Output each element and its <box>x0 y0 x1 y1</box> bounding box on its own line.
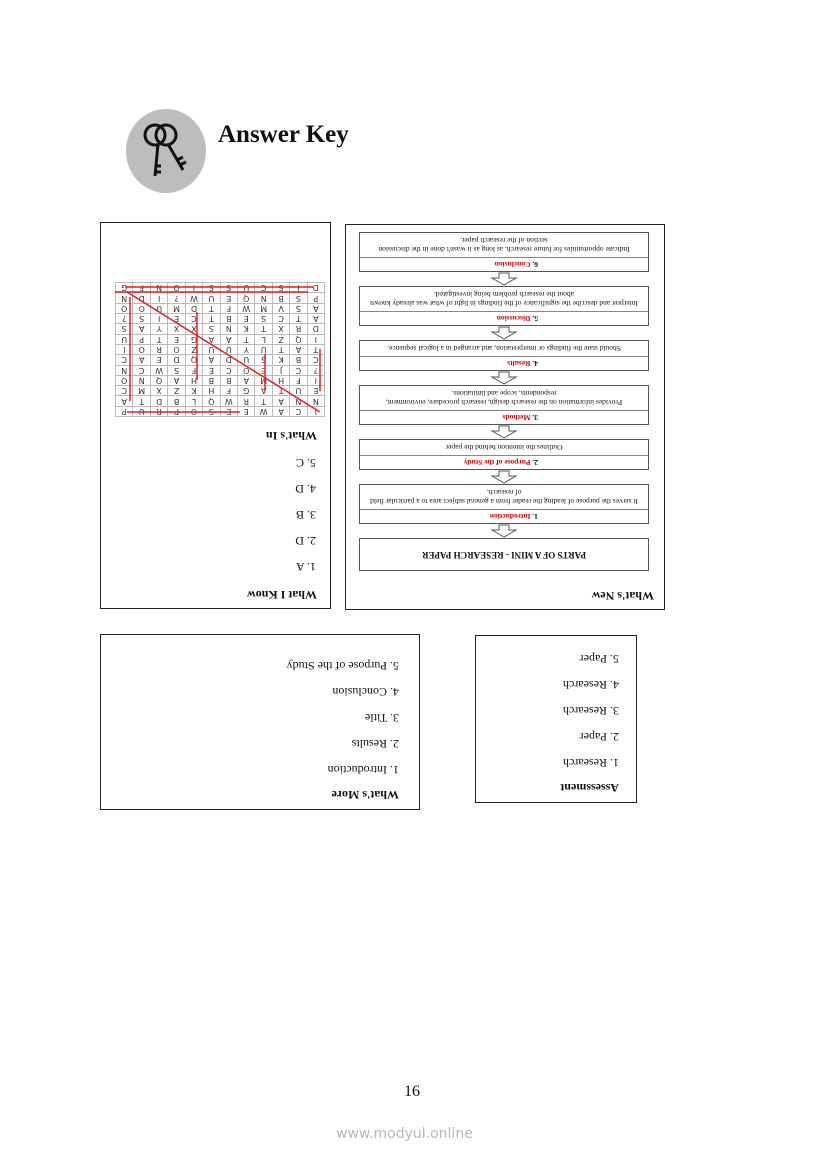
step-number: 4. <box>532 359 538 368</box>
grid-cell: T <box>272 344 289 354</box>
grid-cell: A <box>238 375 255 385</box>
grid-cell: C <box>307 355 324 365</box>
grid-cell: S <box>255 314 272 324</box>
answer-item: 5. Paper <box>579 652 619 666</box>
answer-item: 4. D <box>295 482 316 496</box>
grid-cell: C <box>116 386 134 396</box>
flow-arrow-icon <box>359 524 649 538</box>
grid-cell: I <box>150 314 167 324</box>
grid-cell: E <box>220 293 237 303</box>
flow-step <box>359 439 649 470</box>
grid-cell: T <box>203 303 220 313</box>
grid-cell: Z <box>185 344 202 354</box>
grid-cell: T <box>238 334 255 344</box>
step-number: 2. <box>532 458 538 467</box>
grid-cell: T <box>255 324 272 334</box>
word-search-highlights <box>115 282 325 417</box>
research-paper-flowchart <box>359 232 649 571</box>
grid-cell: O <box>238 365 255 375</box>
grid-cell: U <box>150 303 167 313</box>
grid-cell: U <box>203 344 220 354</box>
grid-cell: F <box>290 375 307 385</box>
grid-cell: T <box>255 396 272 406</box>
answer-item: 3. Title <box>364 711 399 725</box>
grid-cell: E <box>238 314 255 324</box>
grid-cell: H <box>185 375 202 385</box>
answer-item: 3. Research <box>563 704 619 718</box>
grid-cell: Q <box>185 355 202 365</box>
grid-cell: K <box>238 324 255 334</box>
grid-cell: S <box>290 293 307 303</box>
answer-item: 1. A <box>295 560 316 574</box>
answer-item: 2. D <box>295 534 316 548</box>
grid-cell: D <box>168 355 185 365</box>
assessment-panel <box>475 635 637 803</box>
grid-cell: P <box>307 293 324 303</box>
grid-cell: M <box>255 303 272 313</box>
grid-cell: T <box>133 396 150 406</box>
grid-cell: S <box>203 406 220 416</box>
grid-cell: P <box>116 406 134 416</box>
grid-cell: X <box>272 324 289 334</box>
grid-cell: U <box>133 406 150 416</box>
grid-cell: Z <box>168 386 185 396</box>
flow-step <box>359 484 649 524</box>
grid-cell: F <box>185 365 202 375</box>
grid-cell: T <box>272 386 289 396</box>
grid-cell: N <box>133 375 150 385</box>
answer-item: 5. Purpose of the Study <box>286 659 399 673</box>
grid-cell: N <box>150 283 167 293</box>
grid-cell: X <box>185 324 202 334</box>
grid-cell: E <box>203 365 220 375</box>
answer-item: 3. B <box>295 508 316 522</box>
grid-cell: C <box>290 365 307 375</box>
grid-cell: C <box>220 365 237 375</box>
grid-cell: ? <box>168 293 185 303</box>
grid-cell: ? <box>307 365 324 375</box>
grid-cell: Z <box>272 334 289 344</box>
grid-cell: S <box>116 324 134 334</box>
step-description: Should state the findings or interpretation, and arranged in a logical sequence. <box>387 344 621 353</box>
grid-cell: T <box>150 334 167 344</box>
grid-cell: N <box>116 365 134 375</box>
grid-cell: E <box>255 365 272 375</box>
grid-cell: C <box>255 283 272 293</box>
flow-step <box>359 286 649 326</box>
grid-cell: S <box>272 283 289 293</box>
whats-in-heading: What's In <box>265 429 317 443</box>
grid-cell: U <box>203 293 220 303</box>
answer-item: 4. Conclusion <box>332 685 399 699</box>
assessment-heading: Assessment <box>560 781 619 795</box>
grid-cell: W <box>220 396 237 406</box>
answer-item: 5. C <box>295 456 316 470</box>
grid-cell: C <box>272 314 289 324</box>
grid-cell: Y <box>238 344 255 354</box>
grid-cell: K <box>272 355 289 365</box>
flow-step <box>359 385 649 425</box>
answer-item: 2. Paper <box>579 730 619 744</box>
grid-cell: C <box>116 355 134 365</box>
grid-cell: L <box>255 334 272 344</box>
grid-cell: R <box>290 324 307 334</box>
grid-cell: I <box>307 334 324 344</box>
grid-cell: B <box>203 375 220 385</box>
grid-cell: A <box>203 334 220 344</box>
step-description: Provides information on the research design, research procedure, environment, respondents, scope and limitations. <box>385 389 623 407</box>
grid-cell: A <box>168 375 185 385</box>
grid-cell: R <box>150 344 167 354</box>
grid-cell: M <box>168 303 185 313</box>
step-number: 5. <box>532 314 538 323</box>
grid-cell: G <box>238 386 255 396</box>
grid-cell: S <box>203 283 220 293</box>
grid-cell: I <box>150 293 167 303</box>
grid-cell: A <box>255 386 272 396</box>
grid-cell: A <box>307 314 324 324</box>
grid-cell: F <box>220 386 237 396</box>
grid-cell: B <box>220 314 237 324</box>
grid-cell: L <box>185 396 202 406</box>
step-description: Outlines the intention behind the paper <box>445 443 563 452</box>
step-name: Introduction <box>489 512 531 521</box>
grid-cell: S <box>203 324 220 334</box>
grid-cell: E <box>150 355 167 365</box>
what-i-know-panel <box>100 222 331 609</box>
step-name: Purpose of the Study <box>463 458 531 467</box>
flow-arrow-icon <box>359 470 649 484</box>
page-number: 16 <box>404 1083 420 1100</box>
grid-cell: R <box>150 406 167 416</box>
grid-cell: P <box>168 406 185 416</box>
grid-cell: R <box>238 396 255 406</box>
answer-item: 2. Results <box>351 737 399 751</box>
grid-cell: A <box>133 355 150 365</box>
grid-cell: O <box>168 283 185 293</box>
grid-cell: I <box>290 283 307 293</box>
grid-cell: U <box>238 355 255 365</box>
watermark: www.modyul.online <box>336 1126 473 1142</box>
grid-cell: A <box>272 406 289 416</box>
grid-cell: Q <box>150 375 167 385</box>
step-name: Discussion <box>496 314 531 323</box>
step-number: 1. <box>532 512 538 521</box>
grid-cell: A <box>116 396 134 406</box>
grid-cell: W <box>150 365 167 375</box>
grid-cell: B <box>220 375 237 385</box>
page-title: Answer Key <box>218 121 349 148</box>
grid-cell: B <box>272 293 289 303</box>
grid-cell: O <box>116 375 134 385</box>
grid-cell: G <box>185 334 202 344</box>
grid-cell: A <box>272 396 289 406</box>
step-description: Indicate opportunities for future research, as long as it wasn't done in the discussion section of the research paper. <box>378 236 630 254</box>
grid-cell: E <box>168 334 185 344</box>
grid-cell: P <box>133 334 150 344</box>
grid-cell: U <box>220 344 237 354</box>
grid-cell: O <box>185 406 202 416</box>
step-description: It serves the purpose of leading the reader from a general subject area to a particular field of research. <box>370 488 638 506</box>
whats-new-heading: What's New <box>591 589 654 603</box>
grid-cell: W <box>238 303 255 313</box>
step-number: 3. <box>532 413 538 422</box>
grid-cell: ? <box>116 314 134 324</box>
grid-cell: I <box>307 375 324 385</box>
step-name: Results <box>507 359 531 368</box>
grid-cell: E <box>168 314 185 324</box>
grid-cell: S <box>168 365 185 375</box>
flow-arrow-icon <box>359 272 649 286</box>
answer-item: 4. Research <box>563 678 619 692</box>
step-name: Conclusion <box>494 260 531 269</box>
grid-cell: D <box>185 303 202 313</box>
grid-cell: U <box>290 386 307 396</box>
what-i-know-heading: What I Know <box>246 588 317 602</box>
grid-cell: A <box>307 303 324 313</box>
grid-cell: T <box>307 344 324 354</box>
grid-cell: Q <box>238 293 255 303</box>
grid-cell: D <box>307 324 324 334</box>
flow-step <box>359 232 649 272</box>
grid-cell: D <box>133 293 150 303</box>
grid-cell: S <box>133 314 150 324</box>
grid-cell: F <box>220 303 237 313</box>
grid-cell: N <box>290 396 307 406</box>
grid-cell: T <box>290 314 307 324</box>
grid-cell: S <box>220 283 237 293</box>
grid-cell: U <box>116 334 134 344</box>
grid-cell: N <box>255 293 272 303</box>
flow-arrow-icon <box>359 326 649 340</box>
grid-cell: A <box>290 344 307 354</box>
whats-new-panel <box>345 224 665 610</box>
flow-arrow-icon <box>359 371 649 385</box>
grid-cell: Q <box>290 334 307 344</box>
grid-cell: Q <box>203 396 220 406</box>
grid-cell: K <box>185 386 202 396</box>
grid-cell: O <box>168 344 185 354</box>
flow-step <box>359 340 649 371</box>
grid-cell: M <box>255 375 272 385</box>
grid-cell: S <box>290 303 307 313</box>
grid-cell: O <box>116 303 134 313</box>
grid-cell: C <box>185 314 202 324</box>
grid-cell: G <box>116 283 134 293</box>
grid-cell: N <box>116 293 134 303</box>
grid-cell: A <box>133 324 150 334</box>
grid-cell: S <box>255 355 272 365</box>
step-description: Interpret and describe the significance of the findings in light of what was already known about the research problem being investigated. <box>370 290 638 308</box>
grid-cell: I <box>307 406 324 416</box>
grid-cell: E <box>307 386 324 396</box>
grid-cell: D <box>150 396 167 406</box>
grid-cell: O <box>133 344 150 354</box>
grid-cell: E <box>238 406 255 416</box>
grid-cell: M <box>133 386 150 396</box>
whats-more-panel <box>100 634 420 810</box>
grid-cell: V <box>272 303 289 313</box>
grid-cell: N <box>307 396 324 406</box>
grid-cell: D <box>220 355 237 365</box>
grid-cell: U <box>238 283 255 293</box>
grid-cell: C <box>290 406 307 416</box>
grid-cell: T <box>203 314 220 324</box>
grid-cell: E <box>220 406 237 416</box>
grid-cell: D <box>307 283 324 293</box>
grid-cell: I <box>185 283 202 293</box>
step-number: 6. <box>532 260 538 269</box>
answer-item: 1. Research <box>563 756 619 770</box>
answer-item: 1. Introduction <box>327 763 399 777</box>
grid-cell: F <box>133 283 150 293</box>
grid-cell: U <box>255 344 272 354</box>
grid-cell: A <box>203 355 220 365</box>
grid-cell: I <box>116 344 134 354</box>
grid-cell: N <box>220 324 237 334</box>
grid-cell: B <box>290 355 307 365</box>
grid-cell: X <box>168 324 185 334</box>
step-name: Methods <box>502 413 531 422</box>
flow-arrow-icon <box>359 425 649 439</box>
grid-cell: B <box>168 396 185 406</box>
grid-cell: W <box>255 406 272 416</box>
keys-icon <box>125 108 207 194</box>
grid-cell: Y <box>150 324 167 334</box>
flowchart-title: PARTS OF A MINI - RESEARCH PAPER <box>359 538 649 571</box>
grid-cell: X <box>150 386 167 396</box>
grid-cell: H <box>203 386 220 396</box>
grid-cell: A <box>220 334 237 344</box>
grid-cell: J <box>272 365 289 375</box>
grid-cell: O <box>133 303 150 313</box>
grid-cell: W <box>185 293 202 303</box>
grid-cell: C <box>133 365 150 375</box>
grid-cell: H <box>272 375 289 385</box>
whats-more-heading: What's More <box>331 788 399 802</box>
